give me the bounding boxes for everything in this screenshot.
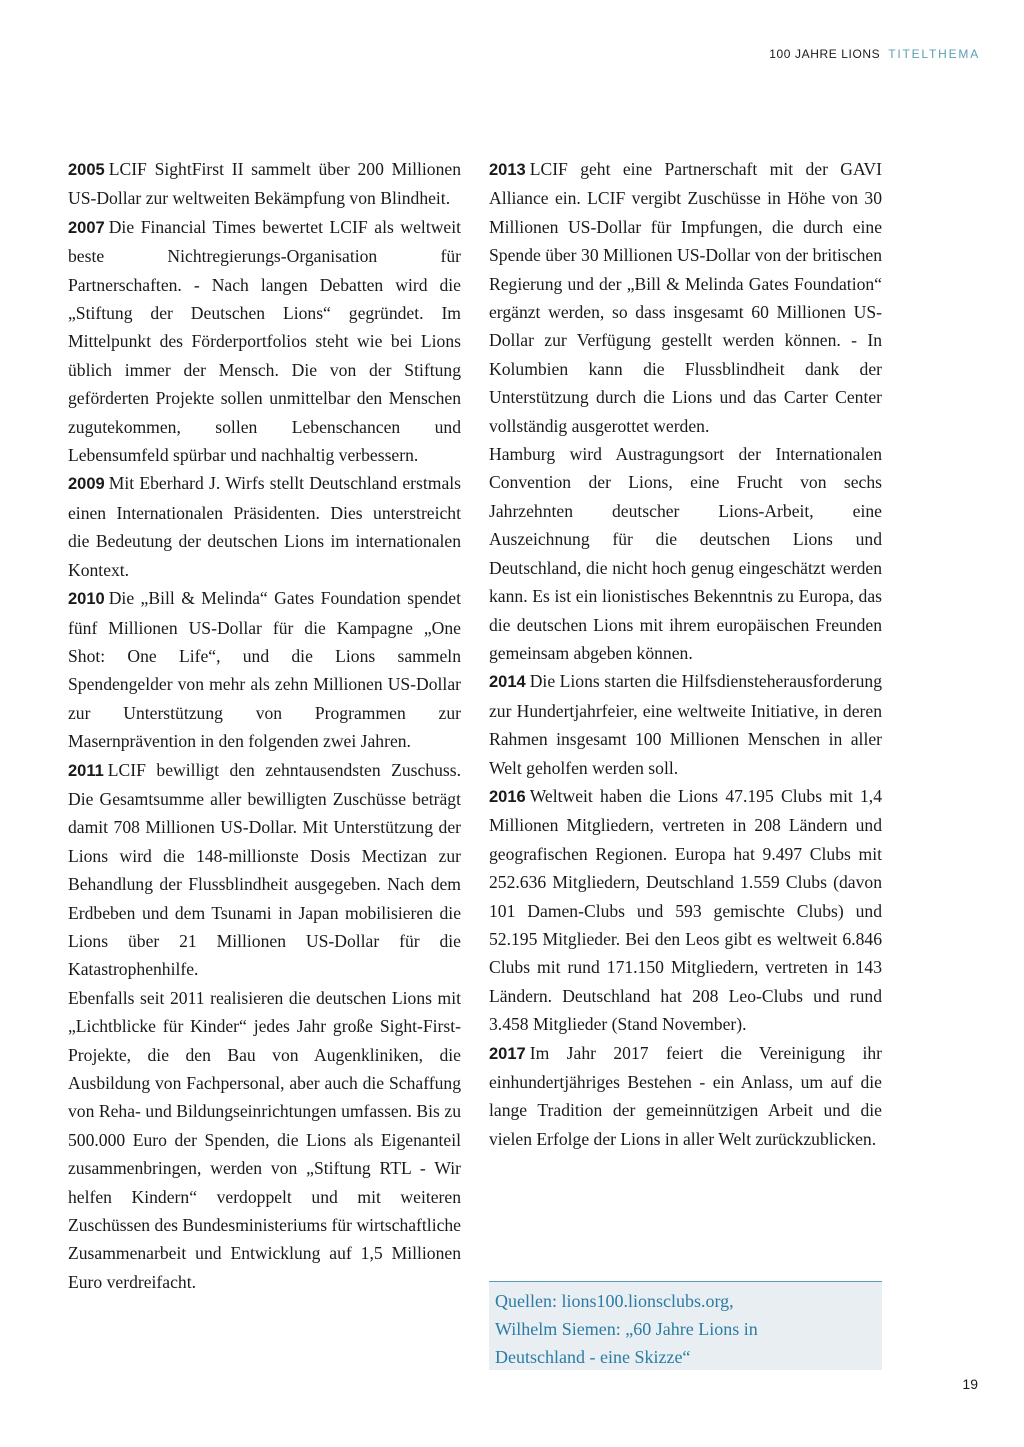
right-column — [489, 155, 882, 1153]
left-column — [68, 155, 461, 1296]
timeline-entry-2010 — [68, 584, 461, 755]
header-category: TITELTHEMA — [888, 47, 980, 61]
timeline-entry-2011 — [68, 756, 461, 984]
entry-text: Hamburg wird Austragungsort der Internationalen Convention der Lions, eine Frucht von sechs Jahrzehnten deutscher Lions-Arbeit, eine Auszeichnung für die deutschen Lions und Deutschland, die nicht hoch genug eingeschätzt werden kann. Es ist ein lionistisches Bekenntnis zu Europa, das die deutschen Lions mit ihrem europäischen Freunden gemeinsam abgeben können. — [489, 444, 882, 663]
timeline-entry-2005 — [68, 155, 461, 213]
entry-text: Die Lions starten die Hilfsdiensteherausforderung zur Hundertjahrfeier, eine weltweite Initiative, in deren Rahmen insgesamt 100 Millionen Menschen in aller Welt geholfen werden soll. — [489, 671, 882, 778]
entry-text: Mit Eberhard J. Wirfs stellt Deutschland erstmals einen Internationalen Präsidenten. Dies unterstreicht die Bedeutung der deutschen Lions im internationalen Kontext. — [68, 473, 461, 580]
entry-text: Ebenfalls seit 2011 realisieren die deutschen Lions mit „Lichtblicke für Kinder“ jedes Jahr große Sight-First-Projekte, die den Bau von Augenkliniken, die Ausbildung von Fachpersonal, aber auch die Schaffung von Reha- und Bildungseinrichtungen umfassen. Bis zu 500.000 Euro der Spenden, die Lions als Eigenanteil zusammenbringen, werden von „Stiftung RTL - Wir helfen Kindern“ verdoppelt und mit weiteren Zuschüssen des Bundesministeriums für wirtschaftliche Zusammenarbeit und Entwicklung auf 1,5 Millionen Euro verdreifacht. — [68, 987, 461, 1292]
sources-box — [489, 1281, 882, 1370]
sources-line: Quellen: lions100.lionsclubs.org, — [495, 1291, 734, 1311]
sources-line: Deutschland - eine Skizze“ — [495, 1347, 691, 1367]
entry-year: 2017 — [489, 1044, 526, 1063]
entry-year: 2011 — [68, 761, 104, 780]
timeline-entry-2013 — [489, 155, 882, 440]
entry-year: 2009 — [68, 475, 105, 494]
timeline-paragraph — [68, 984, 461, 1296]
timeline-entry-2009 — [68, 469, 461, 584]
entry-year: 2005 — [68, 161, 105, 179]
entry-text: LCIF bewilligt den zehntausendsten Zuschuss. Die Gesamtsumme aller bewilligten Zuschüsse beträgt damit 708 Millionen US-Dollar. Mit Unterstützung der Lions wird die 148-millionste Dosis Mectizan zur Behandlung der Flussblindheit ausgegeben. Nach dem Erdbeben und dem Tsunami in Japan mobilisieren die Lions über 21 Millionen US-Dollar für die Katastrophenhilfe. — [68, 759, 461, 980]
entry-year: 2016 — [489, 787, 526, 806]
sources-line: Wilhelm Siemen: „60 Jahre Lions in — [495, 1319, 758, 1339]
timeline-entry-2007 — [68, 213, 461, 470]
entry-text: LCIF geht eine Partnerschaft mit der GAVI Alliance ein. LCIF vergibt Zuschüsse in Höhe von 30 Millionen US-Dollar für Impfungen, die durch eine Spende über 30 Millionen US-Dollar von der britischen Regierung und der „Bill & Melinda Gates Foundation“ ergänzt werden, so dass insgesamt 60 Millionen US-Dollar zur Verfügung gestellt werden können. - In Kolumbien kann die Flussblindheit dank der Unterstützung durch die Lions und das Carter Center vollständig ausgerottet werden. — [489, 159, 882, 436]
timeline-entry-2017 — [489, 1039, 882, 1154]
entry-text: Weltweit haben die Lions 47.195 Clubs mit 1,4 Millionen Mitgliedern, vertreten in 208 Ländern und geografischen Regionen. Europa hat 9.497 Clubs mit 252.636 Mitgliedern, Deutschland 1.559 Clubs (davon 101 Damen-Clubs und 593 gemischte Clubs) und 52.195 Mitglieder. Bei den Leos gibt es weltweit 6.846 Clubs mit rund 171.150 Mitgliedern, vertreten in 143 Ländern. Deutschland hat 208 Leo-Clubs und rund 3.458 Mitglieder (Stand November). — [489, 785, 882, 1035]
entry-year: 2007 — [68, 218, 105, 237]
entry-year: 2010 — [68, 590, 105, 609]
entry-text: Die „Bill & Melinda“ Gates Foundation spendet fünf Millionen US-Dollar für die Kampagne „One Shot: One Life“, und die Lions sammeln Spendengelder von mehr als zehn Millionen US-Dollar zur Unterstützung von Programmen zur Masernprävention in den folgenden zwei Jahren. — [68, 588, 461, 752]
entry-text: LCIF SightFirst II sammelt über 200 Millionen US-Dollar zur weltweiten Bekämpfung von Blindheit. — [68, 159, 461, 209]
entry-text: Die Financial Times bewertet LCIF als weltweit beste Nichtregierungs-Organisation für Partnerschaften. - Nach langen Debatten wird die „Stiftung der Deutschen Lions“ gegründet. Im Mittelpunkt des Förderportfolios steht wie bei Lions üblich immer der Mensch. Die von der Stiftung geförderten Projekte sollen unmittelbar den Menschen zugutekommen, sollen Lebenschancen und Lebensumfeld spürbar und nachhaltig verbessern. — [68, 216, 461, 466]
entry-year: 2013 — [489, 161, 526, 179]
running-header — [769, 47, 980, 61]
timeline-entry-2014 — [489, 667, 882, 782]
timeline-entry-2016 — [489, 782, 882, 1039]
entry-year: 2014 — [489, 673, 526, 692]
page-number: 19 — [962, 1376, 978, 1392]
header-section: 100 JAHRE LIONS — [769, 47, 881, 61]
entry-text: Im Jahr 2017 feiert die Vereinigung ihr einhundertjähriges Bestehen - ein Anlass, um auf die lange Tradition der gemeinnützigen Arbeit und die vielen Erfolge der Lions in aller Welt zurückzublicken. — [489, 1042, 882, 1149]
timeline-paragraph — [489, 440, 882, 667]
